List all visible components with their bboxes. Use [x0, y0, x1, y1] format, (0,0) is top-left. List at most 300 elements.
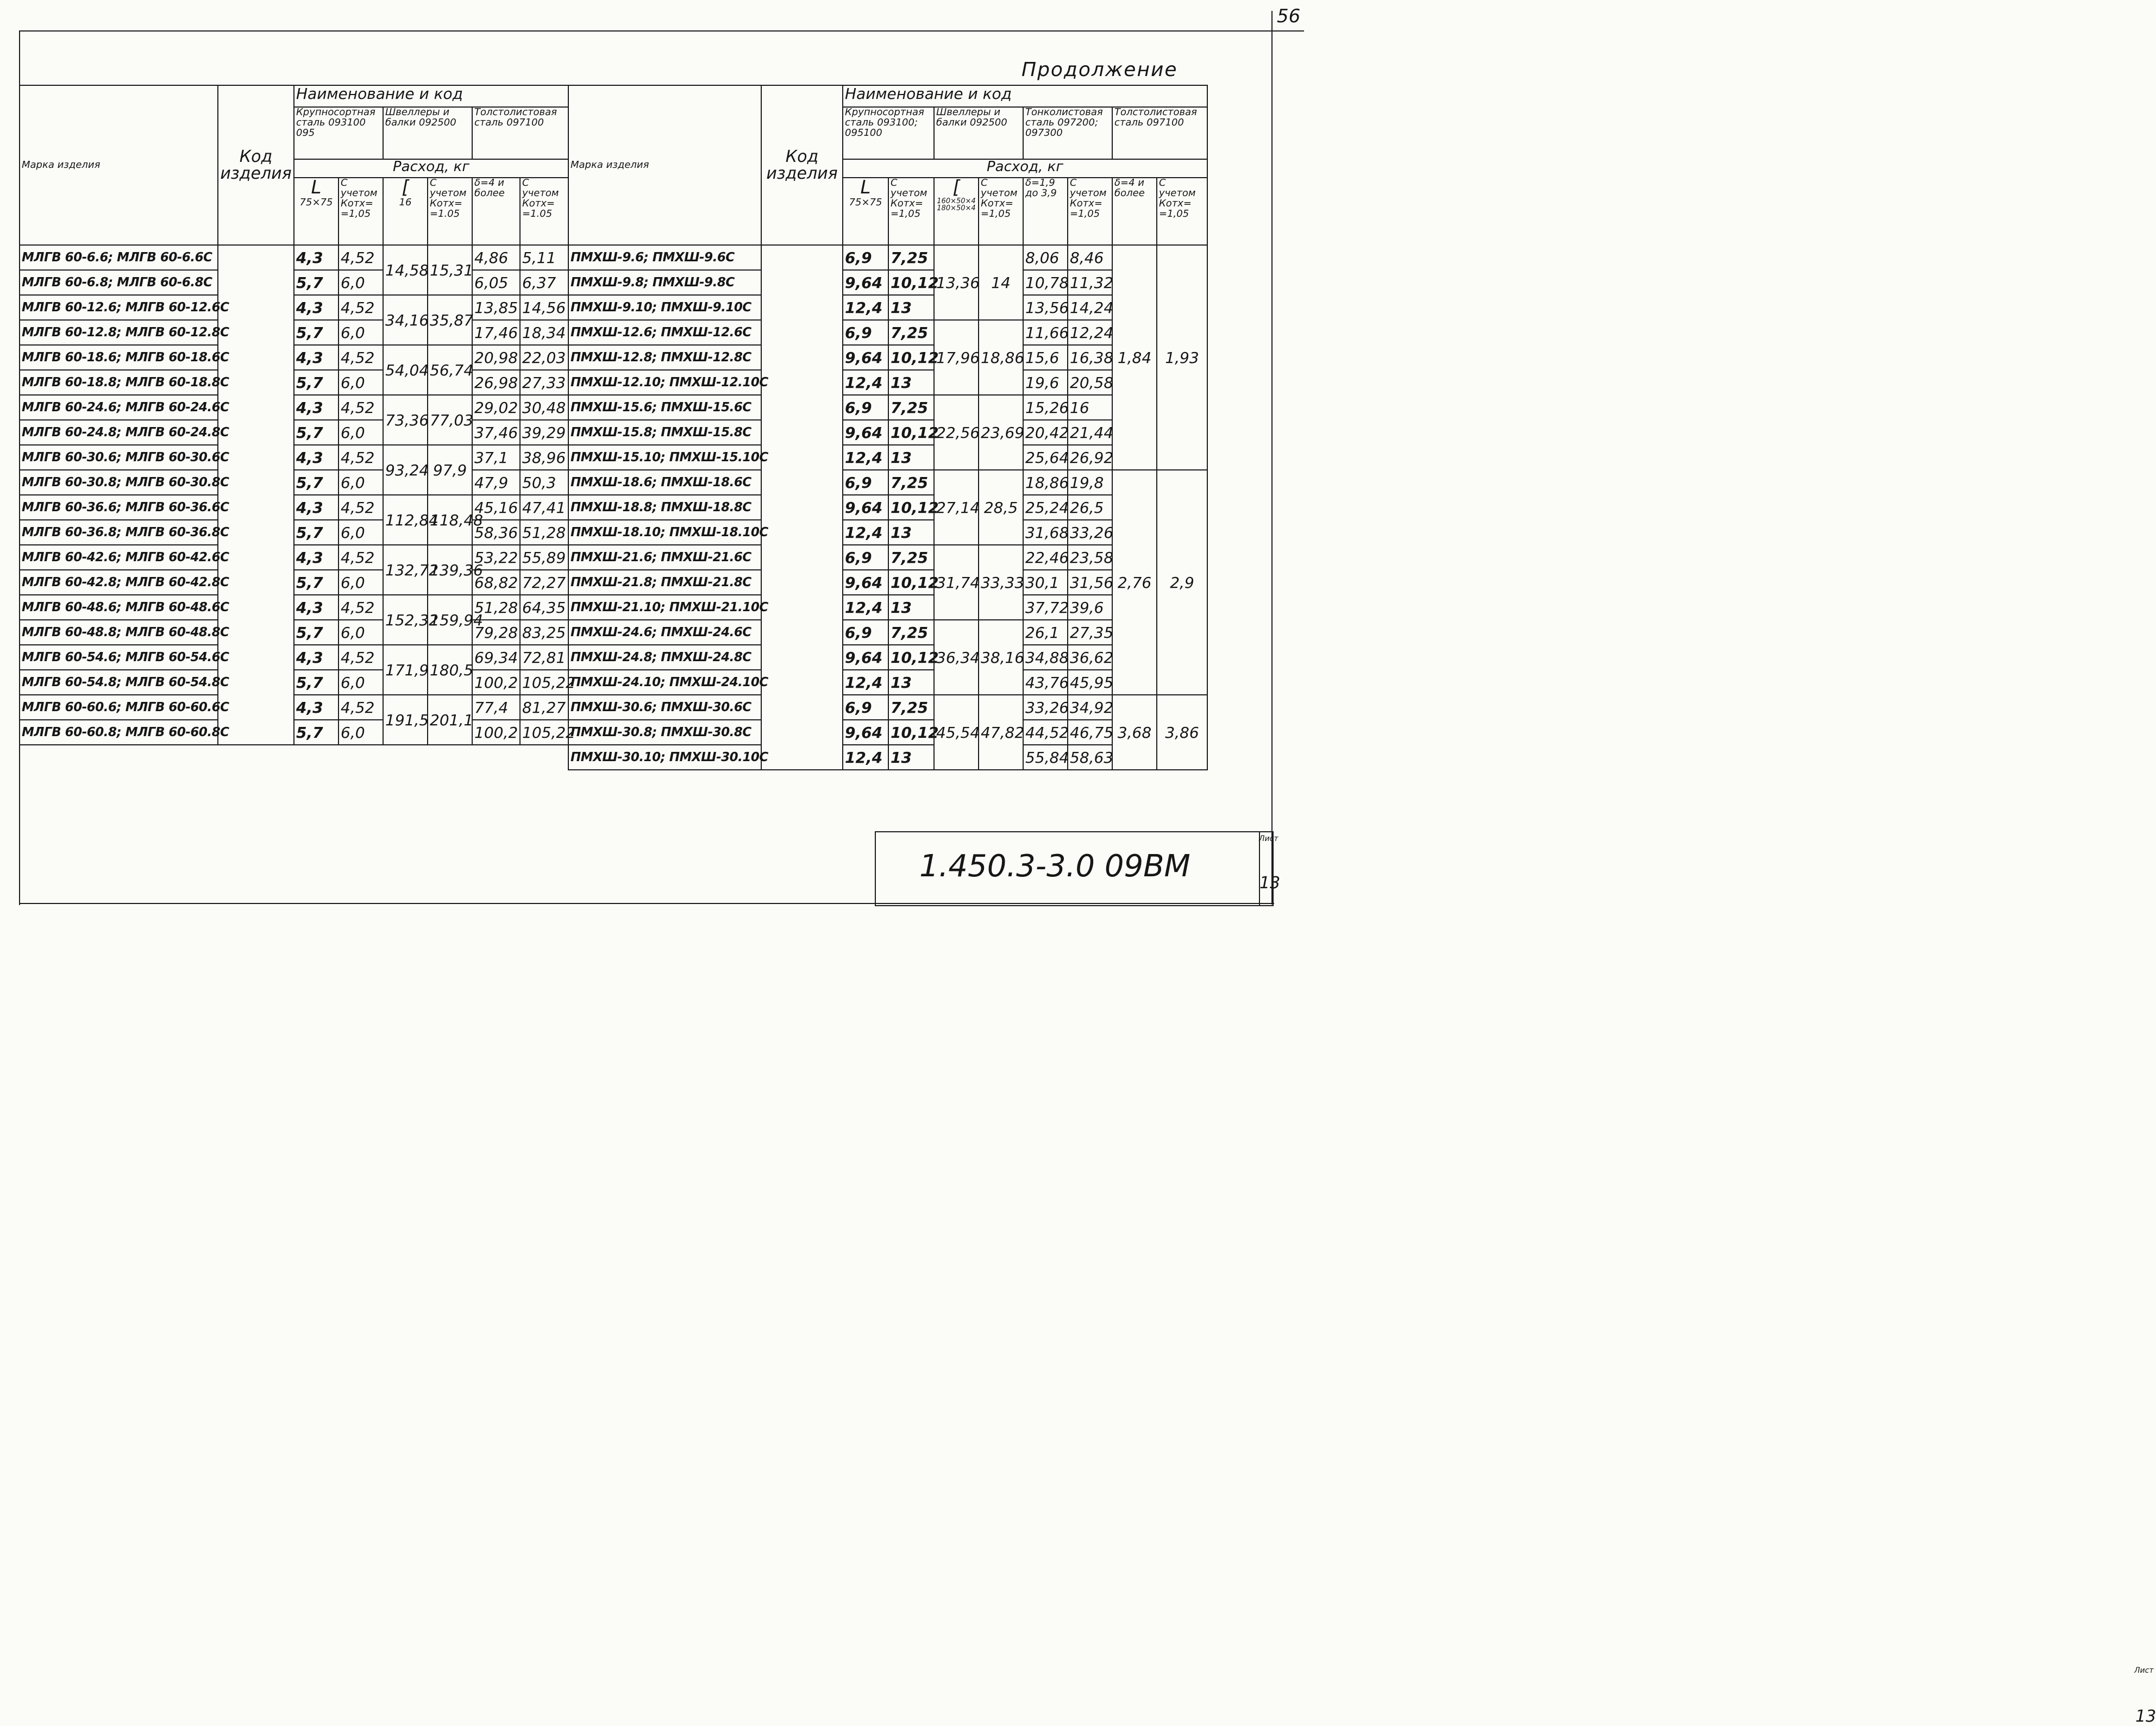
- left-col-coef-3: С учетом Котх= =1.05: [520, 178, 568, 245]
- left-header-group-3: Толстолистовая сталь 097100: [472, 107, 568, 159]
- product-mark: МЛГВ 60-42.6; МЛГВ 60-42.6С: [20, 545, 218, 570]
- angle-mass-coef: 13: [888, 295, 934, 320]
- product-mark: ПМХШ-15.6; ПМХШ-15.6С: [568, 395, 761, 420]
- plate-mass-coef: 18,34: [520, 320, 568, 345]
- product-mark: ПМХШ-24.6; ПМХШ-24.6С: [568, 620, 761, 645]
- thin-plate-mass: 22,46: [1023, 545, 1068, 570]
- angle-mass: 4,3: [294, 445, 339, 470]
- angle-mass-coef: 4,52: [339, 645, 383, 670]
- thin-plate-mass: 18,86: [1023, 470, 1068, 495]
- table-row: [568, 695, 1207, 720]
- table-row: [568, 345, 1207, 370]
- table-row: [568, 370, 1207, 395]
- angle-mass: 12,4: [843, 520, 888, 545]
- right-col-coef-4: С учетом Котх= =1,05: [1157, 178, 1207, 245]
- plate-mass: 45,16: [472, 495, 520, 520]
- product-mark: МЛГВ 60-6.6; МЛГВ 60-6.6С: [20, 245, 218, 270]
- plate-mass: 6,05: [472, 270, 520, 295]
- angle-mass: 9,64: [843, 645, 888, 670]
- angle-mass: 4,3: [294, 245, 339, 270]
- angle-mass-coef: 13: [888, 595, 934, 620]
- product-mark: ПМХШ-9.8; ПМХШ-9.8С: [568, 270, 761, 295]
- table-row: [20, 420, 568, 445]
- thin-plate-mass: 26,1: [1023, 620, 1068, 645]
- channel-mass-coef: 201,1: [428, 695, 472, 745]
- angle-mass: 5,7: [294, 470, 339, 495]
- product-mark: МЛГВ 60-18.6; МЛГВ 60-18.6С: [20, 345, 218, 370]
- thin-plate-mass-coef: 12,24: [1068, 320, 1112, 345]
- product-mark: МЛГВ 60-12.6; МЛГВ 60-12.6С: [20, 295, 218, 320]
- channel-mass: 93,24: [383, 445, 428, 495]
- table-row: [568, 270, 1207, 295]
- table-row: [20, 620, 568, 645]
- angle-mass: 5,7: [294, 670, 339, 695]
- table-row: [568, 645, 1207, 670]
- thin-plate-mass-coef: 45,95: [1068, 670, 1112, 695]
- left-col-channel-size: 16: [399, 196, 412, 208]
- channel-mass-coef: 97,9: [428, 445, 472, 495]
- angle-mass: 6,9: [843, 545, 888, 570]
- angle-mass: 4,3: [294, 295, 339, 320]
- product-mark: ПМХШ-21.10; ПМХШ-21.10С: [568, 595, 761, 620]
- plate-mass-coef: 22,03: [520, 345, 568, 370]
- product-mark: МЛГВ 60-60.8; МЛГВ 60-60.8С: [20, 720, 218, 745]
- table-row: [20, 345, 568, 370]
- plate-mass: 100,2: [472, 670, 520, 695]
- angle-mass-coef: 4,52: [339, 545, 383, 570]
- plate-mass-coef: 55,89: [520, 545, 568, 570]
- angle-mass-coef: 6,0: [339, 720, 383, 745]
- product-mark: МЛГВ 60-30.8; МЛГВ 60-30.8С: [20, 470, 218, 495]
- plate-mass-coef: 14,56: [520, 295, 568, 320]
- thin-plate-mass: 55,84: [1023, 745, 1068, 770]
- angle-profile-icon: L: [860, 177, 871, 198]
- thin-plate-mass: 15,6: [1023, 345, 1068, 370]
- plate-mass-coef: 39,29: [520, 420, 568, 445]
- product-mark: МЛГВ 60-36.6; МЛГВ 60-36.6С: [20, 495, 218, 520]
- product-mark: МЛГВ 60-24.8; МЛГВ 60-24.8С: [20, 420, 218, 445]
- angle-mass-coef: 6,0: [339, 370, 383, 395]
- angle-mass: 12,4: [843, 370, 888, 395]
- thin-plate-mass: 20,42: [1023, 420, 1068, 445]
- right-col-coef-1: С учетом Котх= =1,05: [888, 178, 934, 245]
- left-col-angle-size: 75×75: [299, 196, 333, 208]
- table-row: [20, 445, 568, 470]
- angle-mass: 5,7: [294, 320, 339, 345]
- thin-plate-mass: 25,64: [1023, 445, 1068, 470]
- channel-mass-coef: 118,48: [428, 495, 472, 545]
- angle-mass: 4,3: [294, 495, 339, 520]
- product-mark: ПМХШ-9.6; ПМХШ-9.6С: [568, 245, 761, 270]
- product-mark: ПМХШ-12.8; ПМХШ-12.8С: [568, 345, 761, 370]
- thin-plate-mass-coef: 26,5: [1068, 495, 1112, 520]
- product-mark: ПМХШ-15.8; ПМХШ-15.8С: [568, 420, 761, 445]
- product-mark: ПМХШ-12.10; ПМХШ-12.10С: [568, 370, 761, 395]
- product-mark: ПМХШ-30.8; ПМХШ-30.8С: [568, 720, 761, 745]
- angle-mass: 12,4: [843, 595, 888, 620]
- table-row: [20, 495, 568, 520]
- product-mark: МЛГВ 60-36.8; МЛГВ 60-36.8С: [20, 520, 218, 545]
- table-row: [568, 395, 1207, 420]
- angle-mass-coef: 6,0: [339, 620, 383, 645]
- plate-mass: 37,1: [472, 445, 520, 470]
- plate-mass-coef: 72,27: [520, 570, 568, 595]
- product-mark: МЛГВ 60-48.8; МЛГВ 60-48.8С: [20, 620, 218, 645]
- product-mark: ПМХШ-18.10; ПМХШ-18.10С: [568, 520, 761, 545]
- angle-mass-coef: 10,12: [888, 270, 934, 295]
- angle-mass-coef: 4,52: [339, 345, 383, 370]
- channel-mass: 17,96: [934, 320, 979, 395]
- channel-mass: 54,04: [383, 345, 428, 395]
- table-row: [568, 245, 1207, 270]
- product-mark: ПМХШ-18.6; ПМХШ-18.6С: [568, 470, 761, 495]
- product-mark: ПМХШ-30.6; ПМХШ-30.6С: [568, 695, 761, 720]
- thin-plate-mass: 10,78: [1023, 270, 1068, 295]
- channel-mass: 73,36: [383, 395, 428, 445]
- channel-mass: 14,58: [383, 245, 428, 295]
- product-mark: ПМХШ-30.10; ПМХШ-30.10С: [568, 745, 761, 770]
- table-row: [20, 545, 568, 570]
- table-row: [568, 620, 1207, 645]
- left-header-group-1: Крупносортная сталь 093100 095: [294, 107, 383, 159]
- channel-mass-coef: 180,5: [428, 645, 472, 695]
- channel-mass: 152,32: [383, 595, 428, 645]
- left-header-name: Наименование и код: [294, 85, 568, 107]
- channel-mass-coef: 18,86: [979, 320, 1023, 395]
- table-row: [20, 370, 568, 395]
- angle-mass-coef: 4,52: [339, 695, 383, 720]
- right-header-group-4: Толстолистовая сталь 097100: [1112, 107, 1207, 159]
- channel-mass-coef: 15,31: [428, 245, 472, 295]
- angle-mass: 5,7: [294, 370, 339, 395]
- table-row: [20, 245, 568, 270]
- frame-top-line: [19, 30, 1274, 32]
- product-mark: ПМХШ-24.10; ПМХШ-24.10С: [568, 670, 761, 695]
- thick-plate-mass-coef: 1,93: [1157, 245, 1207, 470]
- product-mark: МЛГВ 60-54.6; МЛГВ 60-54.6С: [20, 645, 218, 670]
- angle-mass-coef: 4,52: [339, 395, 383, 420]
- thin-plate-mass-coef: 23,58: [1068, 545, 1112, 570]
- thin-plate-mass: 25,24: [1023, 495, 1068, 520]
- table-row: [568, 670, 1207, 695]
- plate-mass-coef: 64,35: [520, 595, 568, 620]
- angle-mass-coef: 7,25: [888, 545, 934, 570]
- angle-mass: 6,9: [843, 620, 888, 645]
- angle-mass: 9,64: [843, 420, 888, 445]
- angle-mass: 5,7: [294, 570, 339, 595]
- plate-mass: 20,98: [472, 345, 520, 370]
- table-row: [20, 470, 568, 495]
- thin-plate-mass-coef: 16,38: [1068, 345, 1112, 370]
- plate-mass-coef: 27,33: [520, 370, 568, 395]
- channel-mass: 191,5: [383, 695, 428, 745]
- plate-mass: 58,36: [472, 520, 520, 545]
- channel-mass: 31,74: [934, 545, 979, 620]
- channel-mass: 36,34: [934, 620, 979, 695]
- angle-mass-coef: 10,12: [888, 420, 934, 445]
- channel-mass: 22,56: [934, 395, 979, 470]
- angle-mass: 9,64: [843, 270, 888, 295]
- plate-mass: 79,28: [472, 620, 520, 645]
- table-row: [20, 670, 568, 695]
- angle-mass-coef: 7,25: [888, 245, 934, 270]
- angle-mass-coef: 4,52: [339, 295, 383, 320]
- plate-mass: 17,46: [472, 320, 520, 345]
- thin-plate-mass-coef: 39,6: [1068, 595, 1112, 620]
- product-mark: ПМХШ-9.10; ПМХШ-9.10С: [568, 295, 761, 320]
- product-mark: ПМХШ-24.8; ПМХШ-24.8С: [568, 645, 761, 670]
- plate-mass-coef: 30,48: [520, 395, 568, 420]
- angle-mass-coef: 13: [888, 745, 934, 770]
- angle-mass: 6,9: [843, 395, 888, 420]
- channel-profile-icon: [: [952, 177, 960, 198]
- product-mark: МЛГВ 60-24.6; МЛГВ 60-24.6С: [20, 395, 218, 420]
- angle-mass-coef: 10,12: [888, 345, 934, 370]
- plate-mass-coef: 51,28: [520, 520, 568, 545]
- table-row: [20, 320, 568, 345]
- right-col-thin-thickness: δ=1,9 до 3,9: [1023, 178, 1068, 245]
- product-mark: МЛГВ 60-48.6; МЛГВ 60-48.6С: [20, 595, 218, 620]
- channel-mass: 112,84: [383, 495, 428, 545]
- angle-mass-coef: 4,52: [339, 495, 383, 520]
- angle-mass: 12,4: [843, 295, 888, 320]
- plate-mass-coef: 72,81: [520, 645, 568, 670]
- plate-mass: 29,02: [472, 395, 520, 420]
- right-header-code: Код изделия: [761, 85, 843, 245]
- angle-mass: 4,3: [294, 645, 339, 670]
- angle-mass-coef: 13: [888, 520, 934, 545]
- thick-plate-mass: 1,84: [1112, 245, 1157, 470]
- thin-plate-mass-coef: 46,75: [1068, 720, 1112, 745]
- thin-plate-mass: 33,26: [1023, 695, 1068, 720]
- left-col-coef-1: С учетом Котх= =1,05: [339, 178, 383, 245]
- product-mark: ПМХШ-12.6; ПМХШ-12.6С: [568, 320, 761, 345]
- channel-profile-icon: [: [402, 177, 409, 198]
- angle-mass-coef: 7,25: [888, 395, 934, 420]
- channel-mass: 27,14: [934, 470, 979, 545]
- plate-mass: 68,82: [472, 570, 520, 595]
- thin-plate-mass: 19,6: [1023, 370, 1068, 395]
- angle-mass-coef: 4,52: [339, 595, 383, 620]
- plate-mass: 13,85: [472, 295, 520, 320]
- thin-plate-mass: 13,56: [1023, 295, 1068, 320]
- channel-mass-coef: 159,94: [428, 595, 472, 645]
- table-row: [568, 420, 1207, 445]
- right-col-angle-size: 75×75: [849, 196, 882, 208]
- channel-mass-coef: 35,87: [428, 295, 472, 345]
- angle-mass-coef: 6,0: [339, 270, 383, 295]
- angle-mass: 6,9: [843, 470, 888, 495]
- thin-plate-mass-coef: 11,32: [1068, 270, 1112, 295]
- table-row: [568, 495, 1207, 520]
- plate-mass-coef: 105,22: [520, 720, 568, 745]
- angle-mass: 6,9: [843, 320, 888, 345]
- table-row: [568, 595, 1207, 620]
- angle-mass-coef: 13: [888, 670, 934, 695]
- right-table: [568, 85, 1208, 770]
- plate-mass-coef: 6,37: [520, 270, 568, 295]
- thin-plate-mass-coef: 34,92: [1068, 695, 1112, 720]
- thick-plate-mass: 3,68: [1112, 695, 1157, 770]
- angle-mass-coef: 13: [888, 370, 934, 395]
- channel-mass-coef: 47,82: [979, 695, 1023, 770]
- plate-mass: 69,34: [472, 645, 520, 670]
- thin-plate-mass: 43,76: [1023, 670, 1068, 695]
- channel-mass: 45,54: [934, 695, 979, 770]
- thin-plate-mass-coef: 14,24: [1068, 295, 1112, 320]
- sheet-label: Лист: [1259, 834, 1278, 843]
- table-row: [568, 545, 1207, 570]
- angle-mass-coef: 6,0: [339, 320, 383, 345]
- table-row: [568, 320, 1207, 345]
- document-code: 1.450.3-3.0 09ВМ: [919, 849, 1190, 884]
- left-col-thickness: δ=4 и более: [472, 178, 520, 245]
- sheet-number: 13: [1259, 874, 1281, 893]
- plate-mass-coef: 38,96: [520, 445, 568, 470]
- angle-mass: 4,3: [294, 395, 339, 420]
- channel-mass-coef: 28,5: [979, 470, 1023, 545]
- angle-mass-coef: 4,52: [339, 445, 383, 470]
- product-code: [218, 245, 294, 745]
- table-row: [20, 295, 568, 320]
- left-table: [19, 85, 575, 745]
- thick-plate-mass: 2,76: [1112, 470, 1157, 695]
- table-row: [568, 470, 1207, 495]
- angle-mass: 5,7: [294, 420, 339, 445]
- angle-mass: 6,9: [843, 695, 888, 720]
- channel-mass-coef: 23,69: [979, 395, 1023, 470]
- channel-mass-coef: 77,03: [428, 395, 472, 445]
- table-row: [20, 695, 568, 720]
- table-row: [568, 445, 1207, 470]
- plate-mass: 4,86: [472, 245, 520, 270]
- thin-plate-mass: 44,52: [1023, 720, 1068, 745]
- table-row: [20, 595, 568, 620]
- right-col-coef-2: С учетом Котх= =1,05: [979, 178, 1023, 245]
- product-mark: МЛГВ 60-42.8; МЛГВ 60-42.8С: [20, 570, 218, 595]
- plate-mass-coef: 50,3: [520, 470, 568, 495]
- angle-mass: 9,64: [843, 570, 888, 595]
- plate-mass: 51,28: [472, 595, 520, 620]
- angle-mass-coef: 10,12: [888, 495, 934, 520]
- thin-plate-mass-coef: 26,92: [1068, 445, 1112, 470]
- table-row: [568, 520, 1207, 545]
- angle-mass-coef: 13: [888, 445, 934, 470]
- frame-right-line: [1271, 11, 1273, 905]
- angle-mass: 5,7: [294, 520, 339, 545]
- angle-mass: 5,7: [294, 720, 339, 745]
- right-col-thick-thickness: δ=4 и более: [1112, 178, 1157, 245]
- angle-mass-coef: 6,0: [339, 670, 383, 695]
- channel-mass-coef: 38,16: [979, 620, 1023, 695]
- angle-mass-coef: 7,25: [888, 620, 934, 645]
- right-header-name: Наименование и код: [843, 85, 1207, 107]
- product-mark: МЛГВ 60-18.8; МЛГВ 60-18.8С: [20, 370, 218, 395]
- thin-plate-mass-coef: 36,62: [1068, 645, 1112, 670]
- product-mark: ПМХШ-21.6; ПМХШ-21.6С: [568, 545, 761, 570]
- plate-mass: 37,46: [472, 420, 520, 445]
- plate-mass-coef: 83,25: [520, 620, 568, 645]
- angle-mass: 9,64: [843, 720, 888, 745]
- channel-mass-coef: 56,74: [428, 345, 472, 395]
- plate-mass-coef: 5,11: [520, 245, 568, 270]
- right-col-coef-3: С учетом Котх= =1,05: [1068, 178, 1112, 245]
- thin-plate-mass-coef: 8,46: [1068, 245, 1112, 270]
- product-mark: ПМХШ-15.10; ПМХШ-15.10С: [568, 445, 761, 470]
- angle-mass-coef: 6,0: [339, 420, 383, 445]
- thin-plate-mass: 8,06: [1023, 245, 1068, 270]
- sheet-cell: [1259, 832, 1274, 905]
- left-header-consumption: Расход, кг: [294, 159, 568, 178]
- right-header-consumption: Расход, кг: [843, 159, 1207, 178]
- angle-mass-coef: 10,12: [888, 720, 934, 745]
- sheet-label: Лист: [2134, 1666, 2154, 1675]
- thin-plate-mass: 11,66: [1023, 320, 1068, 345]
- channel-mass-coef: 14: [979, 245, 1023, 320]
- angle-mass: 4,3: [294, 595, 339, 620]
- right-header-mark: Марка изделия: [568, 85, 761, 245]
- angle-mass: 5,7: [294, 620, 339, 645]
- product-mark: МЛГВ 60-60.6; МЛГВ 60-60.6С: [20, 695, 218, 720]
- angle-mass-coef: 10,12: [888, 645, 934, 670]
- right-col-channel-size: 160×50×4 180×50×4: [937, 197, 976, 213]
- product-mark: МЛГВ 60-54.8; МЛГВ 60-54.8С: [20, 670, 218, 695]
- thin-plate-mass-coef: 31,56: [1068, 570, 1112, 595]
- table-row: [20, 270, 568, 295]
- angle-mass: 4,3: [294, 345, 339, 370]
- angle-mass-coef: 7,25: [888, 695, 934, 720]
- angle-mass-coef: 6,0: [339, 470, 383, 495]
- product-mark: ПМХШ-18.8; ПМХШ-18.8С: [568, 495, 761, 520]
- left-header-group-2: Швеллеры и балки 092500: [383, 107, 472, 159]
- angle-mass-coef: 6,0: [339, 570, 383, 595]
- table-row: [20, 395, 568, 420]
- angle-mass: 4,3: [294, 545, 339, 570]
- left-col-coef-2: С учетом Котх= =1.05: [428, 178, 472, 245]
- table-row: [568, 570, 1207, 595]
- angle-mass: 4,3: [294, 695, 339, 720]
- channel-mass-coef: 139,36: [428, 545, 472, 595]
- angle-mass-coef: 4,52: [339, 245, 383, 270]
- angle-mass: 9,64: [843, 495, 888, 520]
- thin-plate-mass-coef: 21,44: [1068, 420, 1112, 445]
- thin-plate-mass-coef: 33,26: [1068, 520, 1112, 545]
- plate-mass: 77,4: [472, 695, 520, 720]
- thick-plate-mass-coef: 3,86: [1157, 695, 1207, 770]
- title-block: [875, 831, 2156, 1726]
- angle-mass-coef: 10,12: [888, 570, 934, 595]
- left-header-code: Код изделия: [218, 85, 294, 245]
- thin-plate-mass-coef: 58,63: [1068, 745, 1112, 770]
- table-row: [568, 295, 1207, 320]
- channel-mass: 132,72: [383, 545, 428, 595]
- table-row: [20, 720, 568, 745]
- table-row: [568, 720, 1207, 745]
- angle-mass-coef: 6,0: [339, 520, 383, 545]
- angle-mass: 5,7: [294, 270, 339, 295]
- thin-plate-mass: 37,72: [1023, 595, 1068, 620]
- plate-mass-coef: 105,22: [520, 670, 568, 695]
- thin-plate-mass-coef: 19,8: [1068, 470, 1112, 495]
- plate-mass: 47,9: [472, 470, 520, 495]
- angle-mass: 9,64: [843, 345, 888, 370]
- thin-plate-mass: 31,68: [1023, 520, 1068, 545]
- product-code: [761, 245, 843, 770]
- plate-mass: 100,2: [472, 720, 520, 745]
- sheet-number: 13: [2135, 1707, 2156, 1726]
- product-mark: ПМХШ-21.8; ПМХШ-21.8С: [568, 570, 761, 595]
- sheet-corner-number: 56: [1277, 5, 1301, 27]
